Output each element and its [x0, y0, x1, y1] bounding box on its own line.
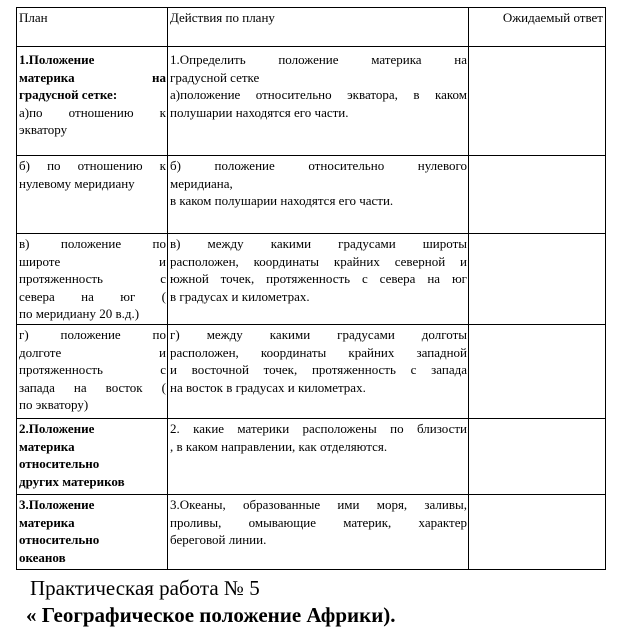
action-cell: г) между какими градусами долготы расположен, координаты крайних западной и восточной точек, протяженность с запада на восток в градусах и километрах.: [168, 325, 469, 419]
action-cell: 1.Определить положение материка на градусной сетке а)положение относительно экватора, в каком полушарии находятся его части.: [168, 47, 469, 156]
table-row: [17, 325, 606, 419]
plan-cell: 2.Положение материка относительно других материков: [17, 419, 168, 495]
answer-cell[interactable]: [469, 419, 606, 495]
table-row: [17, 234, 606, 325]
action-cell: 2. какие материки расположены по близости , в каком направлении, как отделяются.: [168, 419, 469, 495]
answer-cell[interactable]: [469, 47, 606, 156]
answer-cell[interactable]: [469, 495, 606, 570]
action-cell: в) между какими градусами широты расположен, координаты крайних северной и южной точек, протяженность с севера на юг в градусах и километрах.: [168, 234, 469, 325]
plan-cell: 3.Положение материка относительно океанов: [17, 495, 168, 570]
practical-work-subtitle: « Географическое положение Африки).: [26, 603, 396, 627]
table-header-row: [17, 8, 606, 47]
practical-work-title: Практическая работа № 5: [30, 576, 260, 600]
action-cell: б) положение относительно нулевого меридиана, в каком полушарии находятся его части.: [168, 156, 469, 234]
answer-cell[interactable]: [469, 234, 606, 325]
header-actions: Действия по плану: [168, 8, 469, 47]
table-row: [17, 495, 606, 570]
header-plan: План: [17, 8, 168, 47]
answer-cell[interactable]: [469, 156, 606, 234]
plan-cell: б) по отношению к нулевому меридиану: [17, 156, 168, 234]
table-row: [17, 419, 606, 495]
action-cell: 3.Океаны, образованные ими моря, заливы, проливы, омывающие материк, характер береговой линии.: [168, 495, 469, 570]
table-row: [17, 47, 606, 156]
plan-table: [16, 7, 606, 570]
header-expected-answer: Ожидаемый ответ: [469, 8, 606, 47]
answer-cell[interactable]: [469, 325, 606, 419]
plan-cell: в) положение по широте и протяженность с севера на юг ( по меридиану 20 в.д.): [17, 234, 168, 325]
table-row: [17, 156, 606, 234]
plan-cell: г) положение по долготе и протяженность с запада на восток ( по экватору): [17, 325, 168, 419]
plan-cell: 1.Положение материка на градусной сетке: а)по отношению к экватору: [17, 47, 168, 156]
